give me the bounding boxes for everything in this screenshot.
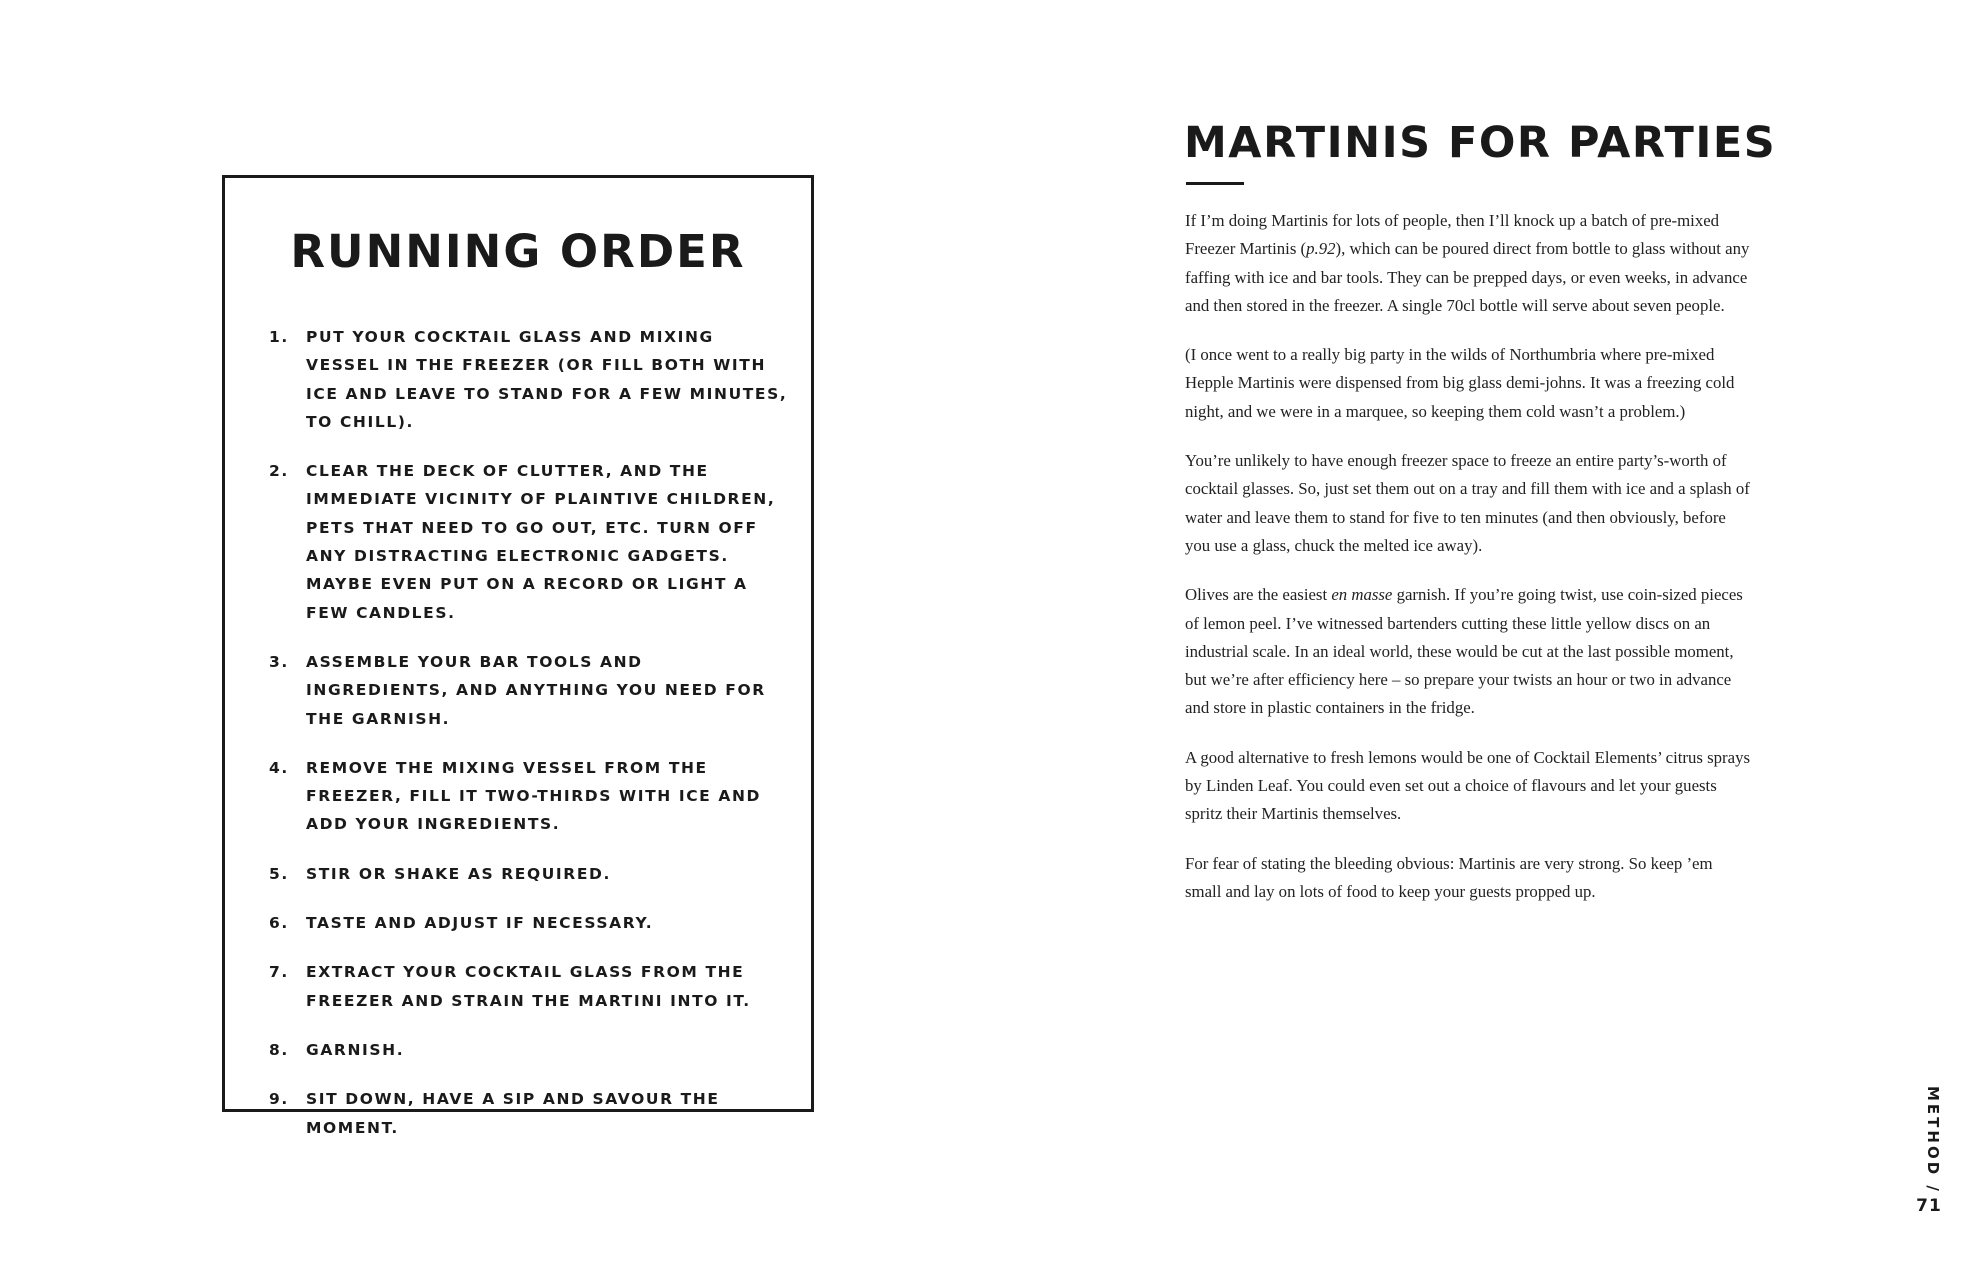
step-number: 1. bbox=[269, 328, 289, 346]
step-number: 4. bbox=[269, 758, 289, 777]
step-item bbox=[269, 1085, 789, 1142]
paragraph bbox=[1185, 581, 1750, 722]
step-number: 8. bbox=[269, 1040, 289, 1059]
step-item bbox=[269, 457, 789, 627]
page-title: MARTINIS FOR PARTIES bbox=[1184, 118, 1777, 168]
section-label: METHOD / bbox=[1924, 1086, 1942, 1194]
step-item bbox=[269, 754, 789, 839]
page-reference: p.92 bbox=[1306, 239, 1336, 259]
step-number: 7. bbox=[269, 963, 289, 982]
paragraph-text: If I’m doing Martinis for lots of people, then I’ll knock up a batch of pre-mixed Freezer Martinis ( bbox=[1185, 211, 1720, 259]
title-rule bbox=[1186, 182, 1244, 185]
step-item bbox=[269, 860, 789, 888]
running-order-title: RUNNING ORDER bbox=[290, 225, 746, 278]
paragraph: You’re unlikely to have enough freezer space to freeze an entire party’s-worth of cocktail glasses. So, just set them out on a tray and fill them with ice and a splash of water and leave them to stand for five to ten minutes (and then obviously, before you use a glass, chuck the melted ice away). bbox=[1185, 451, 1750, 555]
step-text: CLEAR THE DECK OF CLUTTER, AND THE IMMEDIATE VICINITY OF PLAINTIVE CHILDREN, PETS THAT NEED TO GO OUT, ETC. TURN OFF ANY DISTRACTING ELECTRONIC GADGETS. MAYBE EVEN PUT ON A RECORD OR LIGHT A FEW CANDLES. bbox=[306, 462, 776, 622]
step-text: EXTRACT YOUR COCKTAIL GLASS FROM THE FREEZER AND STRAIN THE MARTINI INTO IT. bbox=[306, 963, 751, 1010]
paragraph-text: ), which can be poured direct from bottle to glass without any faffing with ice and bar tools. They can be prepped days, or even weeks, in advance and then stored in the freezer. A single 70cl bottle will serve about seven people. bbox=[1185, 239, 1750, 315]
step-item bbox=[269, 958, 789, 1015]
step-item bbox=[269, 323, 789, 436]
step-number: 6. bbox=[269, 914, 289, 933]
step-text: TASTE AND ADJUST IF NECESSARY. bbox=[306, 914, 654, 933]
italic-phrase: en masse bbox=[1331, 585, 1393, 605]
step-text: GARNISH. bbox=[306, 1040, 405, 1059]
step-number: 5. bbox=[269, 864, 289, 883]
running-order-box bbox=[222, 175, 814, 1137]
step-item bbox=[269, 909, 789, 937]
step-number: 9. bbox=[269, 1090, 289, 1109]
running-order-steps bbox=[269, 323, 789, 1163]
page-number: 71 bbox=[1916, 1196, 1942, 1216]
step-text: ASSEMBLE YOUR BAR TOOLS AND INGREDIENTS, AND ANYTHING YOU NEED FOR THE GARNISH. bbox=[306, 652, 766, 728]
step-item bbox=[269, 1036, 789, 1064]
paragraph-text: garnish. If you’re going twist, use coin-sized pieces of lemon peel. I’ve witnessed bartenders cutting these little yellow discs on an industrial scale. In an ideal world, these would be cut at the last possible moment, but we’re after efficiency here – so prepare your twists an hour or two in advance and store in plastic containers in the fridge. bbox=[1185, 585, 1743, 718]
step-number: 2. bbox=[269, 462, 289, 481]
step-number: 3. bbox=[269, 652, 289, 671]
step-text: PUT YOUR COCKTAIL GLASS AND MIXING VESSEL IN THE FREEZER (OR FILL BOTH WITH ICE AND LEAVE TO STAND FOR A FEW MINUTES, TO CHILL). bbox=[306, 328, 788, 431]
step-text: REMOVE THE MIXING VESSEL FROM THE FREEZER, FILL IT TWO-THIRDS WITH ICE AND ADD YOUR INGREDIENTS. bbox=[306, 758, 762, 834]
paragraph-text: Olives are the easiest bbox=[1185, 585, 1332, 605]
step-item bbox=[269, 648, 789, 733]
paragraph bbox=[1185, 207, 1750, 320]
paragraph: A good alternative to fresh lemons would be one of Cocktail Elements’ citrus sprays by Linden Leaf. You could even set out a choice of flavours and let your guests spritz their Martinis themselves. bbox=[1185, 747, 1750, 824]
step-text: STIR OR SHAKE AS REQUIRED. bbox=[306, 864, 611, 883]
paragraph: For fear of stating the bleeding obvious: Martinis are very strong. So keep ’em small and lay on lots of food to keep your guests propped up. bbox=[1185, 853, 1713, 901]
article-body bbox=[1185, 207, 1750, 927]
step-text: SIT DOWN, HAVE A SIP AND SAVOUR THE MOMENT. bbox=[306, 1090, 720, 1137]
paragraph: (I once went to a really big party in the wilds of Northumbria where pre-mixed Hepple Martinis were dispensed from big glass demi-johns. It was a freezing cold night, and we were in a marquee, so keeping them cold wasn’t a problem.) bbox=[1185, 345, 1735, 421]
